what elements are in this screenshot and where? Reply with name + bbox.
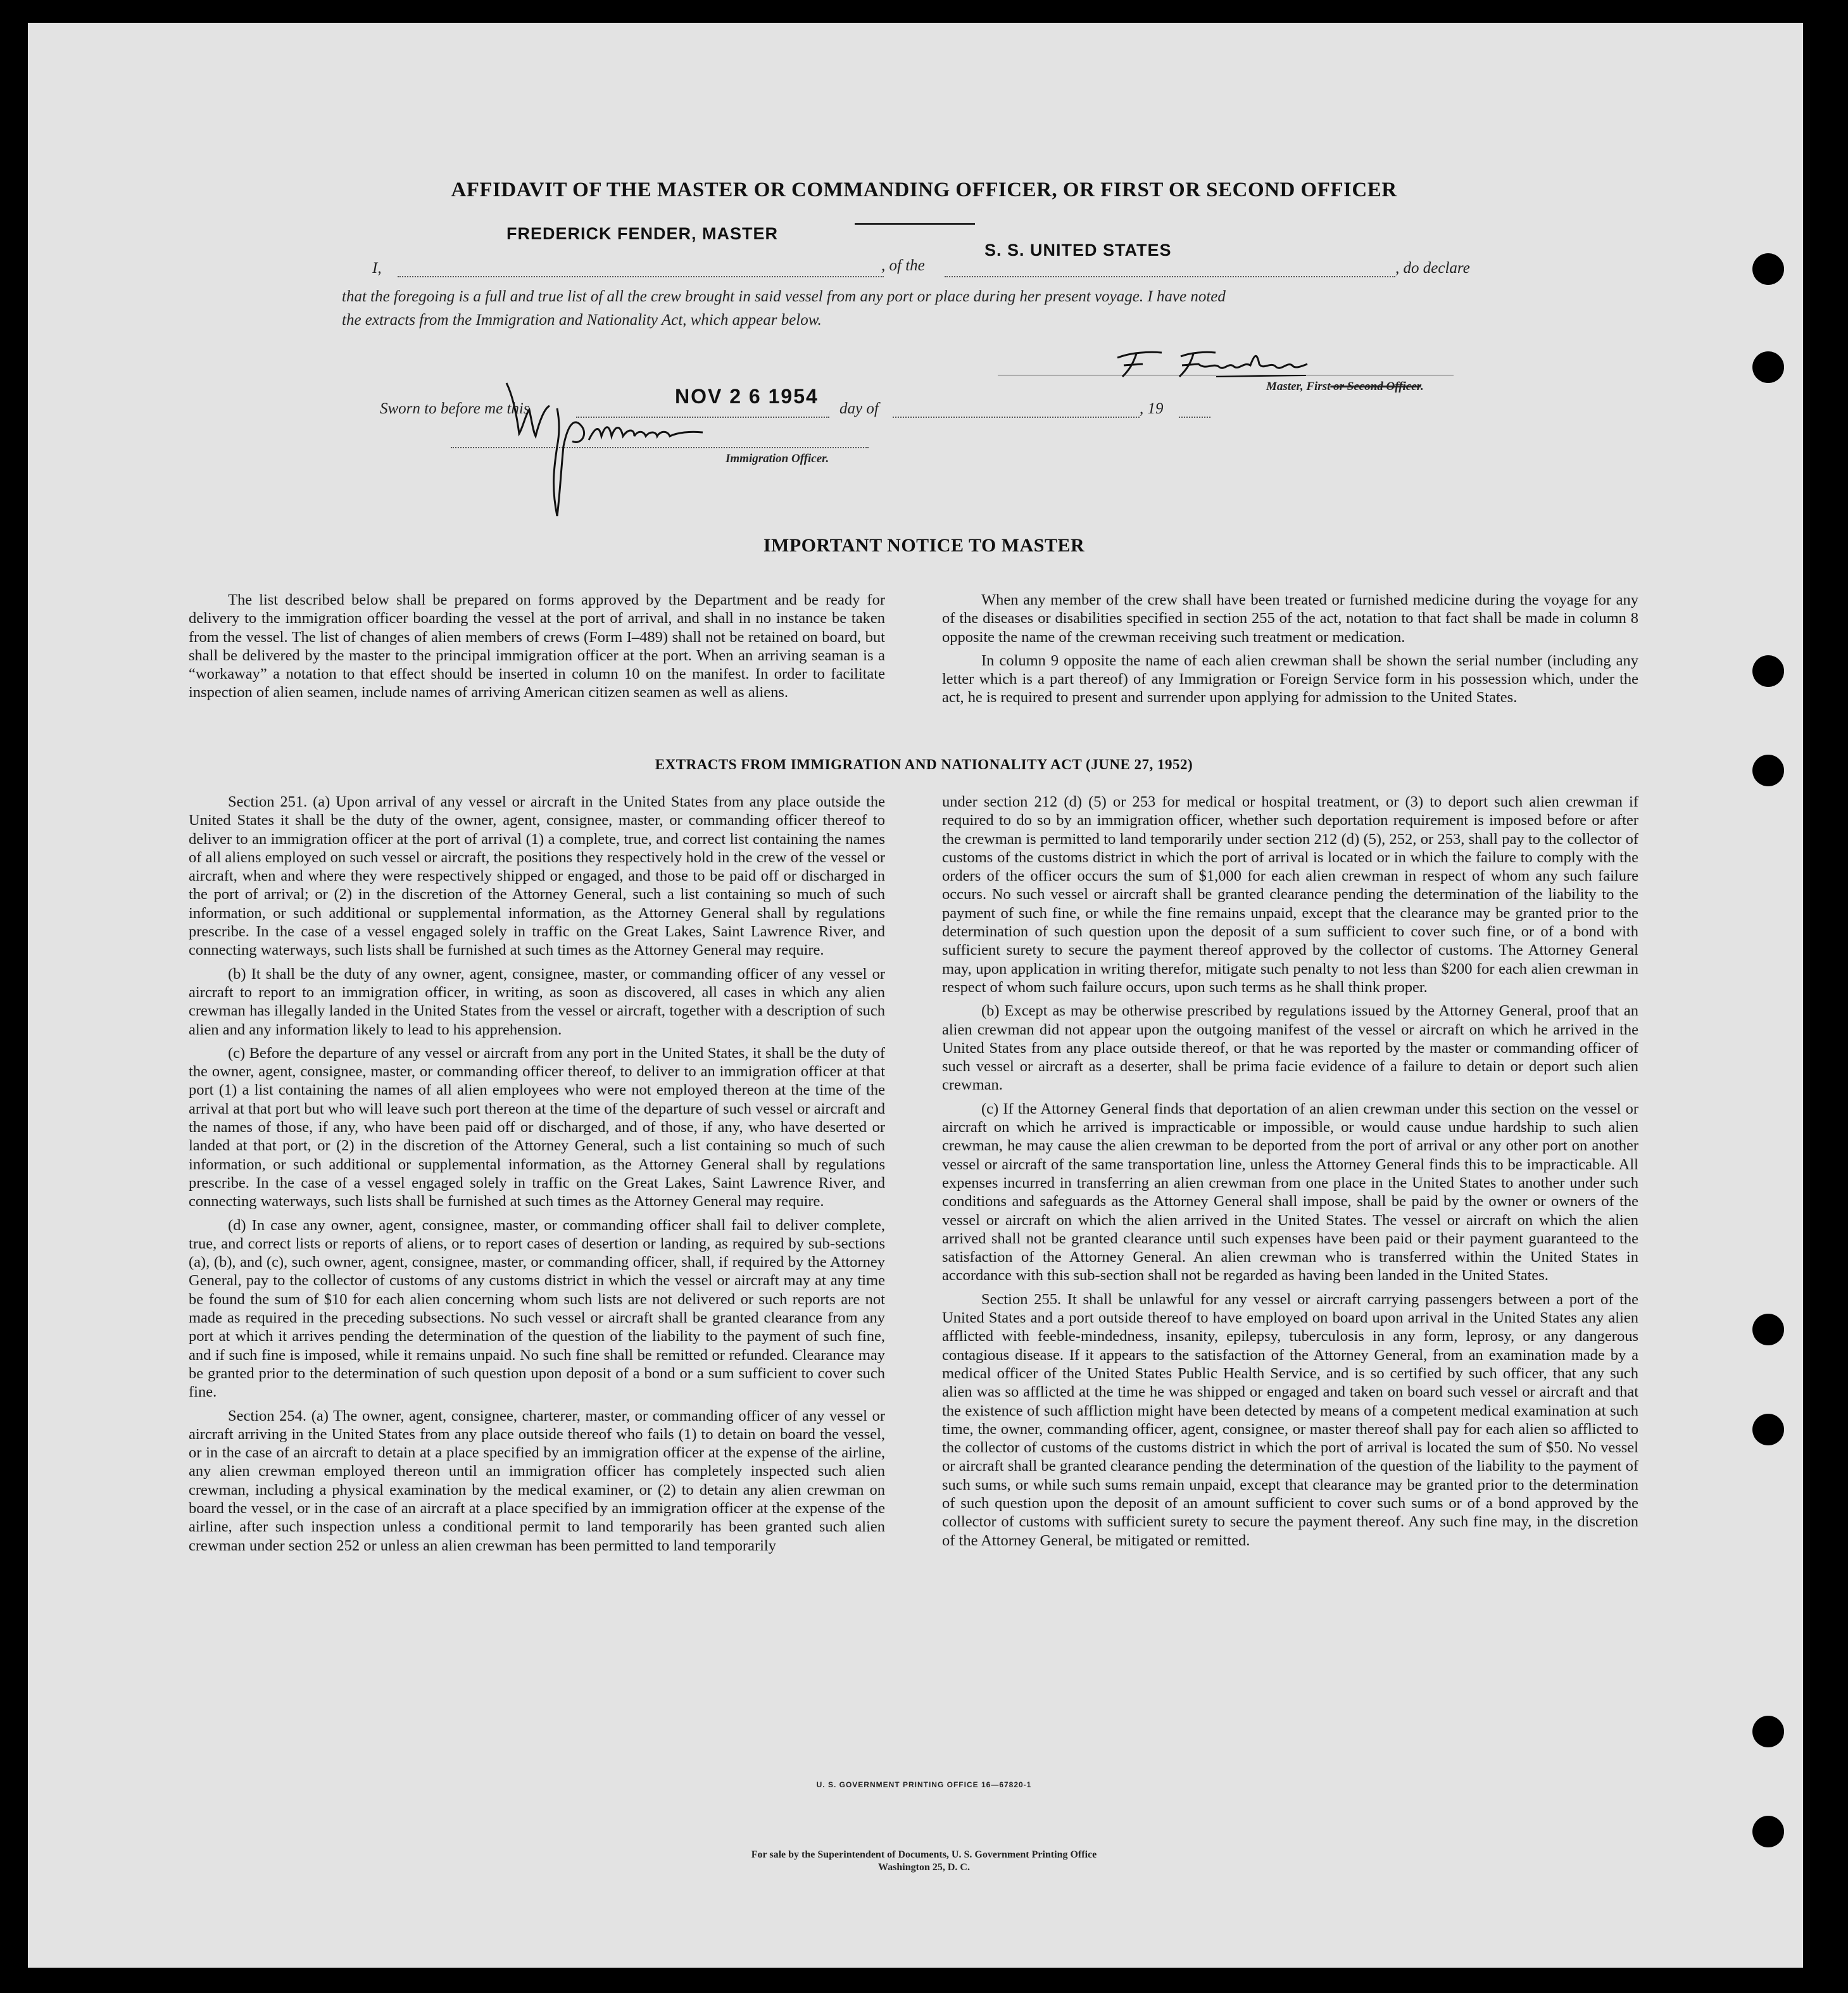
master-caption-suffix: . — [1421, 380, 1424, 393]
notice-paragraph: When any member of the crew shall have been treated or furnished medicine during the voyage for any of the diseases or disabilities specified in section 255 of the act, notation to that fact shall be made in column 8 opposite the name of the crewman receiving such treatment or medication. — [942, 591, 1638, 646]
notice-title: IMPORTANT NOTICE TO MASTER — [763, 535, 1085, 556]
declarant-name: FREDERICK FENDER, MASTER — [506, 224, 779, 243]
extract-paragraph: Section 255. It shall be unlawful for any vessel or aircraft carrying passengers between a port of the United States and a port outside thereof to have employed on board upon arrival in the United States any alien afflicted with feeble-mindedness, insanity, epilepsy, tuberculosis in any form, leprosy, or any dangerous contagious disease. If it appears to the satisfaction of the Attorney General, from an examination made by a medical officer of the United States Public Health Service, and is so certified by such officer, that any such alien was so afflicted at the time he was shipped or engaged and taken on board such vessel or aircraft and that the existence of such affliction might have been detected by means of a competent medical examination at such time, the owner, commanding officer, agent, consignee, or master thereof shall pay for each alien so afflicted to the collector of customs of the customs district in which the port of arrival is located the sum of $50. No vessel or aircraft shall be granted clearance pending the determination of the question of the liability to the payment of such sums, or while such sums remain unpaid, except that clearance may be granted prior to the determination of such question upon the deposit of an amount sufficient to cover such sums or of a bond approved by the collector of customs with sufficient surety to secure the payment thereof. Any such fine may, in the discretion of the Attorney General, be mitigated or remitted. — [942, 1290, 1638, 1549]
declarant-line — [398, 276, 884, 277]
extract-paragraph: (c) Before the departure of any vessel or aircraft from any port in the United States, it shall be the duty of the owner, agent, consignee, master, or commanding officer thereof, to deliver to an immigration officer at that port (1) a list containing the names of all alien employees who were not employed thereon at the time of the arrival at that port but who will leave such port thereon at the time of the departure of such vessel or aircraft and the names of those, if any, who have been paid off or discharged, and of those, if any, who have deserted or landed at that port, or (2) in the discretion of the Attorney General, such a list containing so much of such information, or such additional or supplemental information, as the Attorney General shall by regulations prescribe. In the case of a vessel engaged solely in traffic on the Great Lakes, Saint Lawrence River, and connecting waterways, such lists shall be furnished at such times as the Attorney General may require. — [189, 1044, 885, 1210]
do-declare-label: , do declare — [1395, 260, 1470, 277]
extract-paragraph: Section 251. (a) Upon arrival of any vessel or aircraft in the United States from any place outside the United States it shall be the duty of the owner, agent, consignee, master, or commanding officer thereof to deliver to an immigration officer at the port of arrival (1) a complete, true, and correct list containing the names of all aliens employed on such vessel or aircraft, the positions they respectively hold in the crew of the vessel or aircraft, when and where they were respectively shipped or engaged, and those to be paid off or discharged in the port of arrival; or (2) in the discretion of the Attorney General, such a list containing so much of such information, or such additional or supplemental information, as the Attorney General shall by regulations prescribe. In the case of a vessel engaged solely in traffic on the Great Lakes, Saint Lawrence River, and connecting waterways, such lists shall be furnished at such times as the Attorney General may require. — [189, 793, 885, 959]
sworn-label: Sworn to before me this — [380, 400, 530, 417]
title-rule — [855, 223, 975, 225]
year-label: , 19 — [1140, 400, 1164, 417]
year-line — [1179, 417, 1210, 418]
punch-hole — [1752, 1314, 1784, 1345]
notice-paragraph: In column 9 opposite the name of each alien crewman shall be shown the serial number (including any letter which is a part thereof) of any Immigration or Foreign Service form in his possession which, under the act, he is required to present and surrender upon applying for admission to the United States. — [942, 651, 1638, 707]
sale-line-1: For sale by the Superintendent of Documents, U. S. Government Printing Office — [751, 1849, 1097, 1860]
affidavit-title: AFFIDAVIT OF THE MASTER OR COMMANDING OFFICER, OR FIRST OR SECOND OFFICER — [451, 179, 1397, 201]
officer-signature — [494, 370, 722, 522]
vessel-line — [945, 276, 1395, 277]
master-caption — [1266, 380, 1424, 394]
declaration-line-3: the extracts from the Immigration and Nationality Act, which appear below. — [342, 311, 822, 329]
extract-paragraph: Section 254. (a) The owner, agent, consignee, charterer, master, or commanding officer of any vessel or aircraft arriving in the United States from any place outside thereof who fails (1) to detain on board the vessel, or in the case of an aircraft to detain at a place specified by an immigration officer at the expense of the airline, any alien crewman employed thereon until an immigration officer has completely inspected such alien crewman, including a physical examination by the medical examiner, or (2) to detain any alien crewman on board the vessel, or in the case of an aircraft at a place specified by an immigration officer at the expense of the airline, after such inspection unless a conditional permit to land temporarily has been granted such alien crewman under section 252 or unless an alien crewman has been permitted to land temporarily — [189, 1407, 885, 1554]
punch-hole — [1752, 1414, 1784, 1445]
month-line — [893, 417, 1140, 418]
master-caption-prefix: Master, First — [1266, 380, 1331, 393]
punch-hole — [1752, 655, 1784, 687]
date-stamp: NOV 2 6 1954 — [675, 385, 819, 408]
sale-line-2: Washington 25, D. C. — [878, 1862, 970, 1873]
extracts-title: EXTRACTS FROM IMMIGRATION AND NATIONALITY ACT (JUNE 27, 1952) — [655, 757, 1193, 772]
day-of-label: day of — [839, 400, 879, 417]
notice-left-column — [189, 591, 885, 707]
vessel-name: S. S. UNITED STATES — [984, 241, 1172, 260]
notice-right-column — [942, 591, 1638, 712]
notice-paragraph: The list described below shall be prepared on forms approved by the Department and be ready for delivery to the immigration officer boarding the vessel at the port of arrival, and shall in no instance be taken from the vessel. The list of changes of alien members of crews (Form I–489) shall not be retained on board, but shall be delivered by the master to the principal immigration officer at the port. When an arriving seaman is a “workaway” a notation to that effect should be inserted in column 10 on the manifest. In order to facilitate inspection of alien seamen, include names of arriving American citizen seamen as well as aliens. — [189, 591, 885, 701]
extract-paragraph: (c) If the Attorney General finds that deportation of an alien crewman under this section on the vessel or aircraft on which he arrived is impracticable or impossible, or would cause undue hardship to such alien crewman, he may cause the alien crewman to be deported from the port of arrival or any other port on another vessel or aircraft of the same transportation line, unless the Attorney General finds this to be impracticable. All expenses incurred in transferring an alien crewman from one place in the United States to another under such conditions and safeguards as the Attorney General shall impose, shall be paid by the owner or owners of the vessel or aircraft on which the alien arrived in the United States. The vessel or aircraft on which the alien arrived shall not be granted clearance until such expenses have been paid or their payment guaranteed to the satisfaction of the Attorney General. An alien crewman who is transferred within the United States in accordance with this sub-section shall not be regarded as having been landed in the United States. — [942, 1100, 1638, 1285]
punch-hole — [1752, 351, 1784, 383]
master-signature — [1105, 339, 1314, 383]
extract-paragraph: under section 212 (d) (5) or 253 for medical or hospital treatment, or (3) to deport such alien crewman if required to do so by an immigration officer, whether such deportation requirement is imposed before or after the crewman is permitted to land temporarily under section 212 (d) (5), 252, or 253, shall pay to the collector of customs of the customs district in which the port of arrival is located or in which the failure to comply with the orders of the officer occurs the sum of $1,000 for each alien crewman in respect of whom any such failure occurs. No such vessel or aircraft shall be granted clearance pending the determination of the liability to the payment of such fine, or while the fine remains unpaid, except that the clearance may be granted prior to the determination of such question upon the deposit of a sum sufficient to cover such fine, or of a bond with sufficient surety to secure the payment thereof approved by the collector of customs. The Attorney General may, upon application in writing therefor, mitigate such penalty to not less than $200 for each alien crewman in respect of whom such failure occurs, upon such terms as he shall think proper. — [942, 793, 1638, 996]
printer-line: U. S. GOVERNMENT PRINTING OFFICE 16—67820-1 — [816, 1780, 1032, 1789]
i-label: I, — [372, 260, 382, 277]
extract-paragraph: (d) In case any owner, agent, consignee, master, or commanding officer shall fail to deliver complete, true, and correct lists or reports of aliens, or to report cases of desertion or landing, as required by sub-sections (a), (b), and (c), such owner, agent, consignee, master, or commanding officer, shall, if required by the Attorney General, pay to the collector of customs of any customs district in which the vessel or aircraft may at any time be found the sum of $10 for each alien concerning whom such lists are not delivered or such reports are not made as required in the preceding subsections. No such vessel or aircraft shall be granted clearance from any port at which it arrives pending the determination of the question of the liability to the payment of such fine, and if such fine is imposed, while it remains unpaid. No such fine shall be remitted or refunded. Clearance may be granted prior to the determination of such question upon deposit of a bond or a sum sufficient to cover such fine. — [189, 1216, 885, 1401]
extracts-right-column — [942, 793, 1638, 1555]
punch-hole — [1752, 253, 1784, 285]
punch-hole — [1752, 1816, 1784, 1847]
extract-paragraph: (b) It shall be the duty of any owner, agent, consignee, master, or commanding officer of any vessel or aircraft to report to an immigration officer, in writing, as soon as discovered, all cases in which any alien crewman has illegally landed in the United States from the vessel or aircraft, together with a description of such alien and any information likely to lead to his apprehension. — [189, 965, 885, 1038]
punch-hole — [1752, 1716, 1784, 1747]
officer-caption: Immigration Officer. — [726, 452, 829, 465]
declaration-line-2: that the foregoing is a full and true list of all the crew brought in said vessel from any port or place during her present voyage. I have noted — [342, 288, 1226, 305]
extracts-left-column — [189, 793, 885, 1560]
extract-paragraph: (b) Except as may be otherwise prescribed by regulations issued by the Attorney General, proof that an alien crewman did not appear upon the outgoing manifest of the vessel or aircraft on which he arrived in the United States from any place outside thereof, or that he was reported by the master or commanding officer of such vessel or aircraft as a deserter, shall be prima facie evidence of a failure to detain or deport such alien crewman. — [942, 1002, 1638, 1094]
of-the-label: , of the — [881, 257, 925, 274]
master-caption-struck: or Second Officer — [1330, 380, 1421, 393]
